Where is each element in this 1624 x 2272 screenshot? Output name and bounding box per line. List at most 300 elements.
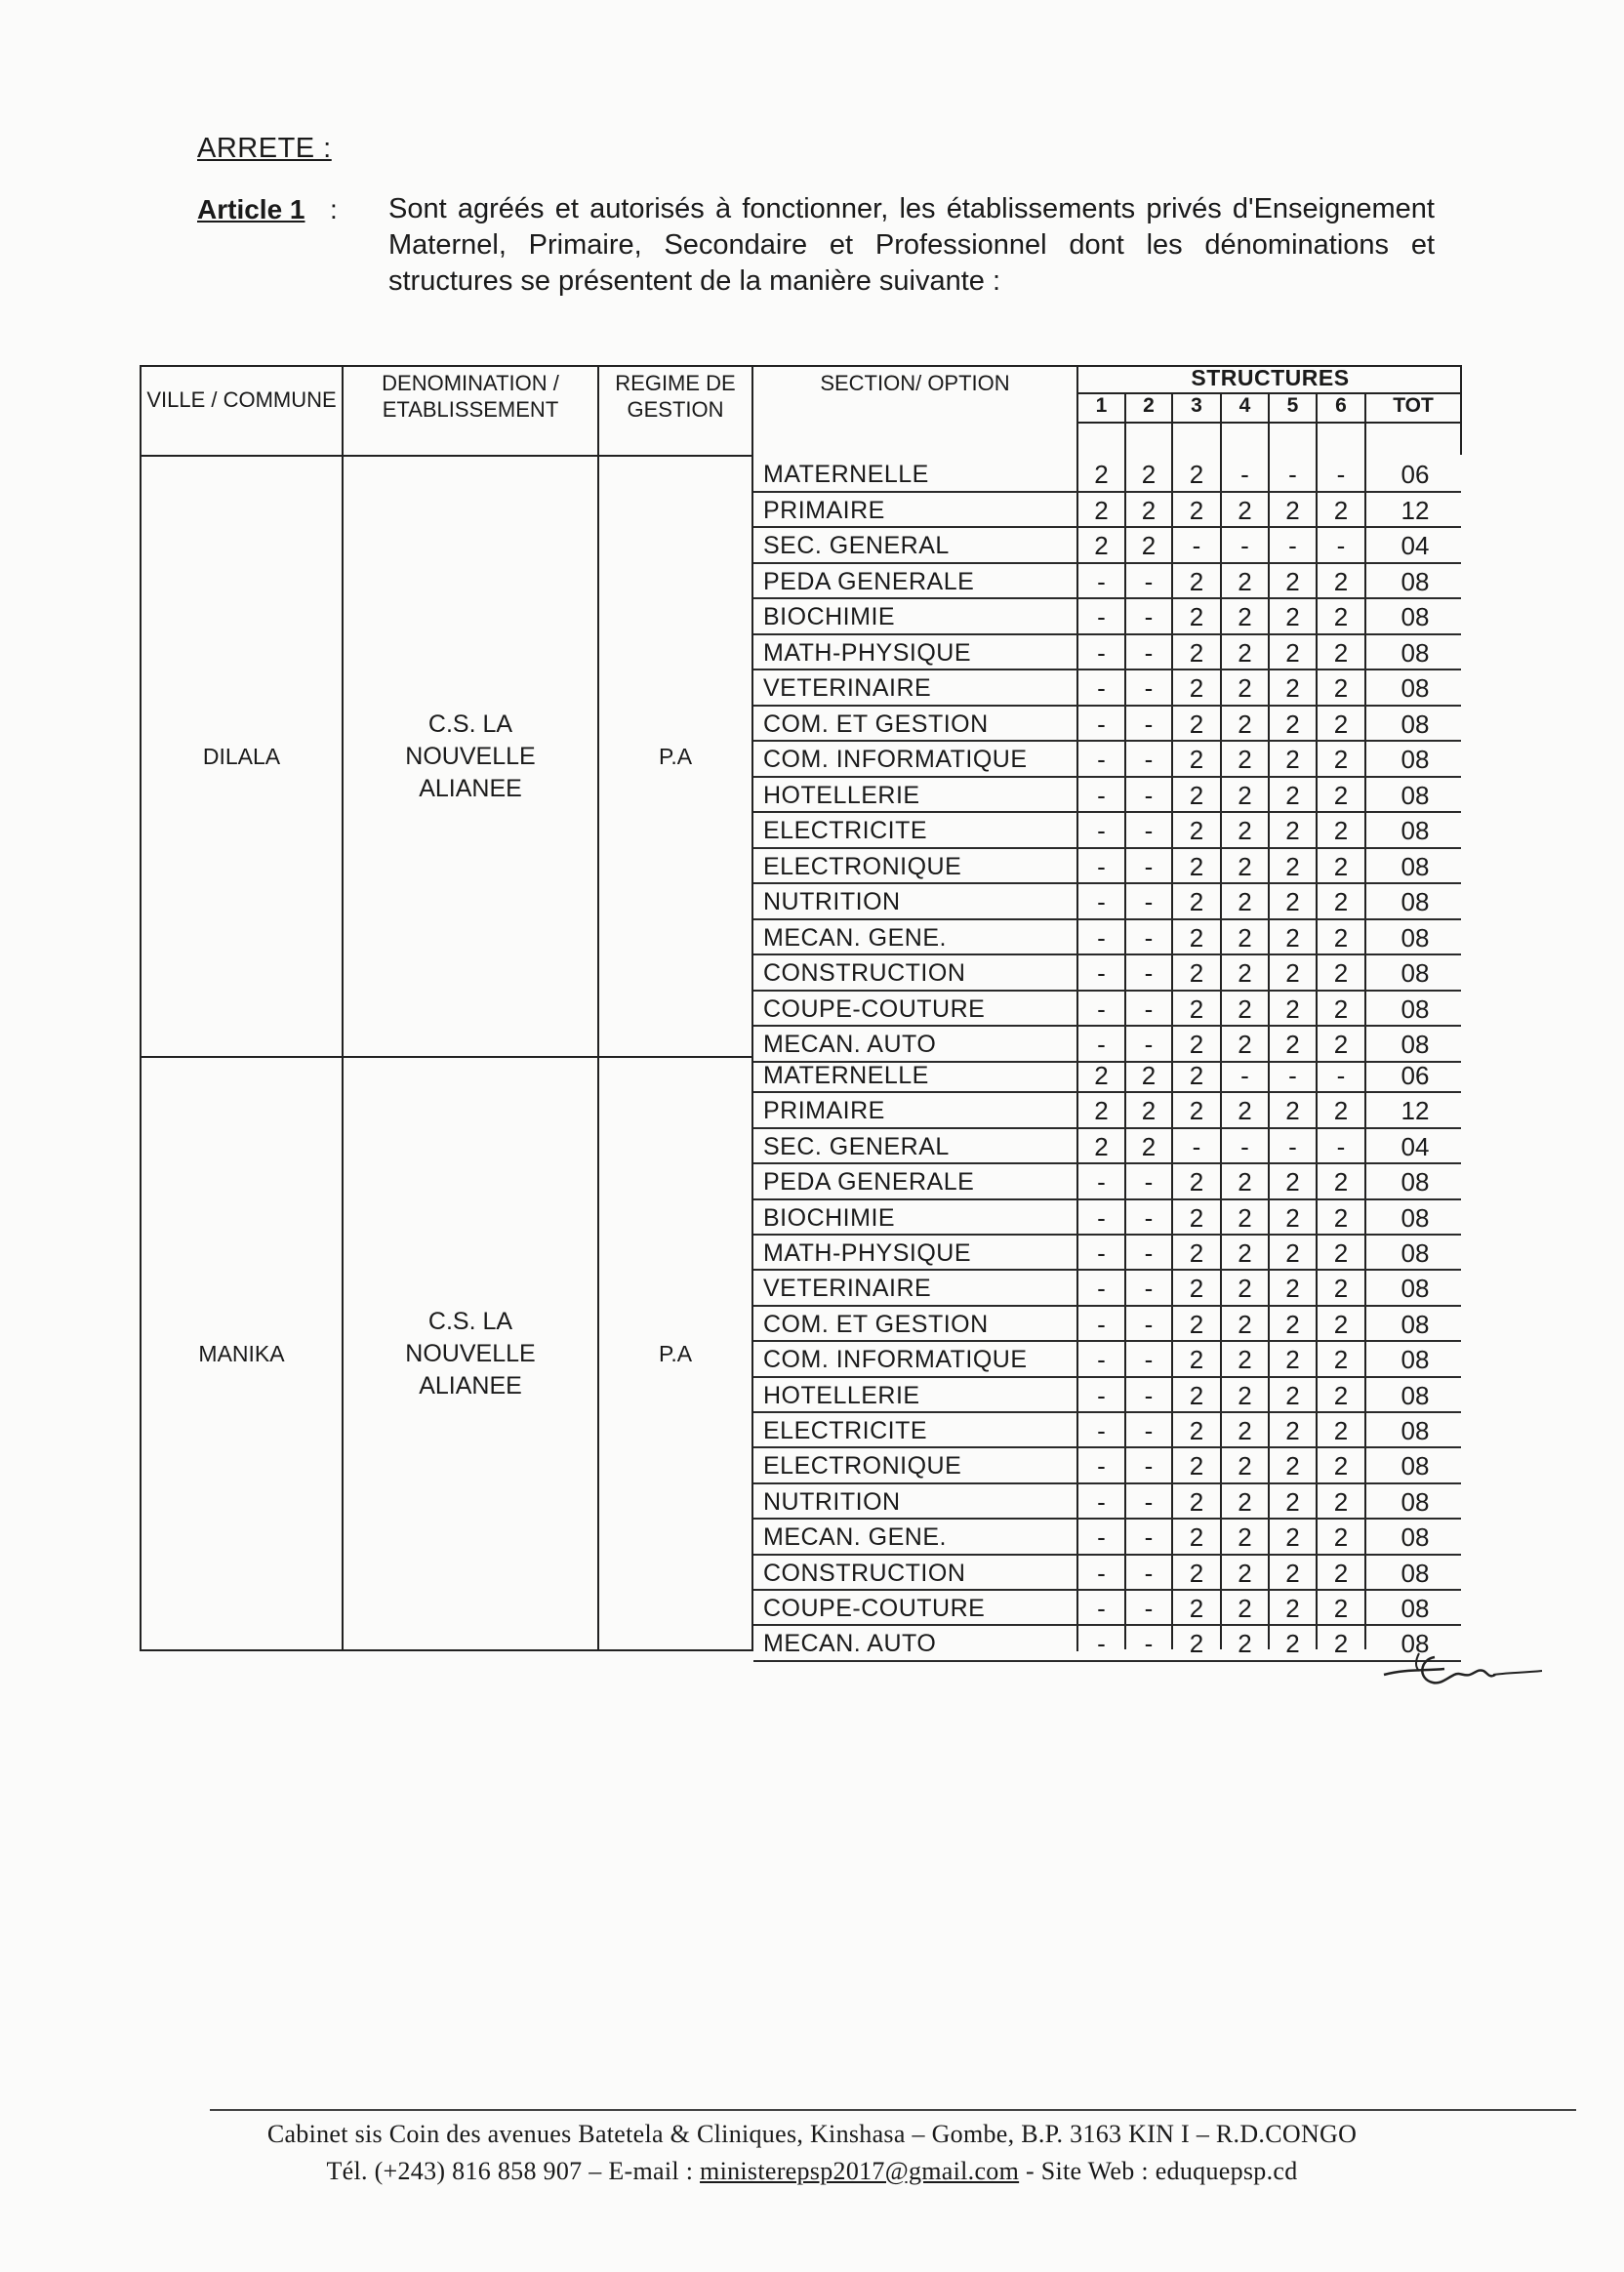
level-value-cell: 2 [1189,1451,1204,1481]
level-value-cell: 2 [1285,1416,1300,1445]
total-cell: 08 [1401,1594,1430,1623]
level-value-cell: - [1097,851,1106,881]
level-value-cell: - [1144,887,1154,916]
table-row [0,813,1624,849]
level-value-cell: 2 [1141,531,1157,560]
level-value-cell: - [1336,531,1346,560]
level-value-cell: 2 [1333,1096,1349,1126]
level-value-cell: 2 [1189,1380,1204,1410]
level-value-cell: - [1144,1274,1154,1304]
regime-cell: P.A [658,1340,693,1366]
level-value-cell: 2 [1285,1030,1300,1059]
level-value-cell: 2 [1141,495,1157,525]
level-value-cell: 2 [1094,460,1109,489]
table-row [0,1342,1624,1377]
level-value-cell: 2 [1238,566,1252,596]
total-cell: 08 [1401,1167,1430,1197]
level-value-cell: 2 [1189,602,1204,631]
level-value-cell: 2 [1238,1451,1252,1481]
level-header: 3 [1191,394,1202,417]
level-value-cell: 2 [1333,1345,1349,1375]
level-value-cell: 2 [1333,922,1349,953]
table-row [0,1200,1624,1236]
section-option-cell: PEDA GENERALE [763,567,975,595]
level-value-cell: 2 [1141,460,1157,489]
level-value-cell: - [1144,922,1154,953]
level-value-cell: 2 [1333,994,1349,1024]
section-option-cell: MECAN. AUTO [763,1630,937,1658]
level-value-cell: 2 [1285,673,1300,703]
level-value-cell: 2 [1189,1202,1204,1233]
total-cell: 08 [1401,1416,1430,1445]
table-row [0,884,1624,920]
level-value-cell: - [1144,1030,1154,1059]
level-value-cell: - [1097,1309,1106,1339]
level-value-cell: - [1097,1594,1106,1623]
level-value-cell: 2 [1189,1416,1204,1445]
table-row [0,1520,1624,1555]
level-value-cell: 2 [1285,709,1300,739]
section-option-cell: COUPE-COUTURE [763,994,986,1023]
etablissement-name: C.S. LA NOUVELLE ALIANEE [405,710,536,802]
total-cell: 08 [1401,1202,1430,1233]
level-value-cell: - [1097,1345,1106,1375]
level-value-cell: - [1144,1167,1154,1197]
section-option-cell: BIOCHIMIE [763,603,896,630]
level-value-cell: - [1240,1061,1249,1090]
level-value-cell: 2 [1333,780,1349,810]
level-value-cell: - [1192,531,1201,560]
level-value-cell: 2 [1238,1030,1252,1059]
level-value-cell: 2 [1333,495,1349,525]
level-value-cell: 2 [1333,816,1349,845]
level-value-cell: 2 [1238,1274,1252,1304]
total-cell: 08 [1401,1309,1430,1339]
level-value-cell: 2 [1189,1096,1204,1126]
level-value-cell: 2 [1189,1309,1204,1339]
level-value-cell: - [1097,1030,1106,1059]
level-value-cell: 2 [1333,1202,1349,1233]
footer-rule [210,2109,1576,2111]
level-value-cell: 2 [1333,1486,1349,1517]
level-header: 1 [1095,394,1108,417]
level-value-cell: 2 [1238,1309,1252,1339]
level-value-cell: - [1192,1131,1201,1161]
table-row [0,742,1624,778]
total-cell: 08 [1401,922,1430,953]
level-value-cell: 2 [1238,780,1252,810]
level-value-cell: 2 [1238,495,1252,525]
level-value-cell: 2 [1333,1238,1349,1268]
level-value-cell: - [1336,1061,1346,1090]
level-value-cell: 2 [1285,1345,1300,1375]
level-value-cell: 2 [1238,816,1252,845]
level-value-cell: 2 [1285,816,1300,845]
level-value-cell: 2 [1189,673,1204,703]
level-value-cell: 2 [1285,1629,1300,1659]
level-value-cell: 2 [1333,745,1349,774]
section-option-cell: MATERNELLE [763,461,929,488]
level-value-cell: - [1144,1522,1154,1553]
level-value-cell: 2 [1285,994,1300,1024]
level-value-cell: - [1144,1451,1154,1481]
article-text: Sont agréés et autorisés à fonctionner, les établissements privés d'Enseignement Maternel, Primaire, Secondaire et Professionnel dont les dénominations et structures se présentent de la manière suivante : [388,193,1435,297]
handwritten-signature-mark [1376,1640,1552,1698]
level-value-cell: 2 [1094,1131,1109,1161]
level-value-cell: - [1144,1309,1154,1339]
level-header-tot: TOT [1393,394,1434,417]
level-value-cell: 2 [1094,1096,1109,1126]
section-option-cell: MECAN. AUTO [763,1031,937,1058]
header-section-option: SECTION/ OPTION [820,371,1010,395]
level-value-cell: - [1097,1238,1106,1268]
section-option-cell: COUPE-COUTURE [763,1595,986,1622]
level-value-cell: 2 [1238,1202,1252,1233]
level-value-cell: 2 [1333,851,1349,881]
level-value-cell: - [1097,709,1106,739]
total-cell: 08 [1401,1238,1430,1268]
level-value-cell: 2 [1189,994,1204,1024]
level-value-cell: - [1144,1558,1154,1588]
level-value-cell: - [1144,958,1154,988]
table-row [0,1058,1624,1093]
ville-cell: MANIKA [198,1340,285,1366]
level-value-cell: 2 [1189,637,1204,668]
total-cell: 08 [1401,816,1430,845]
level-value-cell: 2 [1285,958,1300,988]
level-value-cell: - [1144,816,1154,845]
section-option-cell: COM. INFORMATIQUE [763,746,1028,773]
table-row [0,849,1624,885]
level-value-cell: 2 [1285,1309,1300,1339]
level-value-cell: - [1097,1380,1106,1410]
level-value-cell: 2 [1333,1629,1349,1659]
total-cell: 08 [1401,1522,1430,1553]
level-value-cell: - [1240,531,1249,560]
table-row [0,1378,1624,1413]
level-value-cell: - [1097,745,1106,774]
level-value-cell: 2 [1189,1629,1204,1659]
level-value-cell: 2 [1238,1416,1252,1445]
level-value-cell: - [1144,780,1154,810]
level-value-cell: - [1240,1131,1249,1161]
total-cell: 08 [1401,851,1430,881]
level-value-cell: - [1144,673,1154,703]
level-value-cell: 2 [1189,745,1204,774]
level-value-cell: 2 [1189,709,1204,739]
level-header: 6 [1335,394,1347,417]
level-value-cell: 2 [1238,1096,1252,1126]
table-row [0,1236,1624,1271]
table-row [0,528,1624,564]
level-value-cell: 2 [1189,460,1204,489]
level-value-cell: 2 [1189,1238,1204,1268]
section-option-cell: ELECTRICITE [763,1417,928,1444]
level-value-cell: 2 [1285,851,1300,881]
section-option-cell: BIOCHIMIE [763,1203,896,1232]
table-row [0,778,1624,814]
level-value-cell: - [1288,531,1297,560]
total-cell: 08 [1401,1030,1430,1059]
level-value-cell: 2 [1189,1274,1204,1304]
level-value-cell: 2 [1238,994,1252,1024]
level-value-cell: - [1288,1061,1297,1090]
level-value-cell: 2 [1238,1380,1252,1410]
section-option-cell: COM. INFORMATIQUE [763,1346,1028,1374]
section-option-cell: ELECTRONIQUE [763,1452,962,1481]
header-ville-commune: VILLE / COMMUNE [146,387,337,412]
level-value-cell: 2 [1189,1486,1204,1517]
level-value-cell: - [1144,851,1154,881]
article-colon: : [330,194,338,224]
level-value-cell: 2 [1285,602,1300,631]
level-value-cell: 2 [1333,1274,1349,1304]
level-value-cell: 2 [1333,1380,1349,1410]
level-value-cell: 2 [1238,1167,1252,1197]
level-value-cell: 2 [1285,1558,1300,1588]
total-cell: 08 [1401,1345,1430,1375]
total-cell: 08 [1401,637,1430,668]
total-cell: 12 [1401,1096,1430,1126]
total-cell: 08 [1401,709,1430,739]
section-option-cell: NUTRITION [763,1487,901,1516]
level-value-cell: 2 [1238,851,1252,881]
table-row [0,457,1624,493]
level-value-cell: 2 [1238,1238,1252,1268]
level-value-cell: 2 [1189,566,1204,596]
level-header: 2 [1143,394,1155,417]
level-value-cell: 2 [1333,1309,1349,1339]
section-option-cell: COM. ET GESTION [763,710,989,738]
table-row [0,1556,1624,1591]
table-row [0,1164,1624,1199]
level-value-cell: 2 [1189,1558,1204,1588]
level-value-cell: 2 [1333,709,1349,739]
level-value-cell: 2 [1285,566,1300,596]
level-value-cell: 2 [1285,1202,1300,1233]
level-value-cell: - [1097,1202,1106,1233]
level-value-cell: - [1097,922,1106,953]
row-divider [753,1660,1461,1662]
level-value-cell: 2 [1189,958,1204,988]
level-value-cell: 2 [1333,1451,1349,1481]
level-value-cell: - [1144,709,1154,739]
header-structures: STRUCTURES [1191,365,1350,390]
level-value-cell: - [1336,460,1346,489]
level-value-cell: - [1144,1380,1154,1410]
level-value-cell: 2 [1238,958,1252,988]
level-value-cell: 2 [1238,1558,1252,1588]
level-value-cell: 2 [1238,887,1252,916]
table-row [0,1271,1624,1306]
level-value-cell: - [1097,637,1106,668]
level-value-cell: 2 [1333,958,1349,988]
regime-cell: P.A [658,743,693,769]
table-row [0,920,1624,956]
level-value-cell: 2 [1189,851,1204,881]
level-value-cell: - [1097,816,1106,845]
level-value-cell: 2 [1285,745,1300,774]
level-value-cell: - [1097,994,1106,1024]
level-value-cell: - [1144,1594,1154,1623]
level-value-cell: - [1097,958,1106,988]
level-value-cell: - [1288,1131,1297,1161]
level-value-cell: 2 [1238,745,1252,774]
total-cell: 08 [1401,1380,1430,1410]
section-option-cell: VETERINAIRE [763,674,932,702]
level-header: 5 [1286,394,1299,417]
section-option-cell: ELECTRICITE [763,817,928,844]
level-value-cell: - [1144,1416,1154,1445]
total-cell: 08 [1401,673,1430,703]
table-row [0,493,1624,529]
level-header: 4 [1238,394,1251,417]
level-value-cell: 2 [1285,1522,1300,1553]
total-cell: 08 [1401,994,1430,1024]
table-row [0,564,1624,600]
arrete-heading: ARRETE : [197,133,332,164]
section-option-cell: PRIMAIRE [763,496,885,524]
level-value-cell: 2 [1285,1486,1300,1517]
level-value-cell: 2 [1238,673,1252,703]
level-value-cell: - [1097,673,1106,703]
table-row [0,1484,1624,1520]
level-value-cell: 2 [1285,887,1300,916]
section-option-cell: PEDA GENERALE [763,1168,975,1197]
total-cell: 08 [1401,958,1430,988]
total-cell: 08 [1401,1451,1430,1481]
level-value-cell: 2 [1333,637,1349,668]
level-value-cell: 2 [1189,922,1204,953]
total-cell: 04 [1401,1131,1430,1161]
level-value-cell: - [1144,1486,1154,1517]
level-value-cell: 2 [1189,887,1204,916]
level-value-cell: 2 [1238,602,1252,631]
section-option-cell: MECAN. GENE. [763,923,947,952]
section-option-cell: PRIMAIRE [763,1097,885,1125]
footer-phone: Tél. (+243) 816 858 907 – E-mail : [326,2157,701,2185]
level-value-cell: - [1288,460,1297,489]
level-value-cell: 2 [1333,887,1349,916]
level-value-cell: - [1097,1522,1106,1553]
table-row [0,635,1624,671]
level-value-cell: - [1144,994,1154,1024]
total-cell: 08 [1401,887,1430,916]
level-value-cell: - [1144,1238,1154,1268]
level-value-cell: 2 [1094,1061,1109,1090]
table-row [0,1307,1624,1342]
level-value-cell: - [1097,1167,1106,1197]
table-row [0,1129,1624,1164]
level-value-cell: 2 [1333,1558,1349,1588]
section-option-cell: COM. ET GESTION [763,1310,989,1338]
level-value-cell: 2 [1333,1167,1349,1197]
level-value-cell: 2 [1189,1594,1204,1623]
level-value-cell: 2 [1189,1345,1204,1375]
level-value-cell: 2 [1285,637,1300,668]
level-value-cell: 2 [1189,1167,1204,1197]
level-value-cell: 2 [1285,1167,1300,1197]
level-value-cell: 2 [1285,495,1300,525]
level-value-cell: 2 [1285,1594,1300,1623]
level-value-cell: 2 [1189,780,1204,810]
total-cell: 08 [1401,1629,1430,1659]
level-value-cell: - [1144,602,1154,631]
level-value-cell: - [1097,602,1106,631]
level-value-cell: - [1097,1629,1106,1659]
level-value-cell: 2 [1141,1131,1157,1161]
footer-address: Cabinet sis Coin des avenues Batetela & Cliniques, Kinshasa – Gombe, B.P. 3163 KIN I – R.D.CONGO [266,2120,1358,2148]
etablissement-name: C.S. LA NOUVELLE ALIANEE [405,1307,536,1400]
total-cell: 08 [1401,566,1430,596]
table-row [0,955,1624,992]
level-value-cell: - [1144,745,1154,774]
section-option-cell: CONSTRUCTION [763,1559,966,1587]
level-value-cell: - [1144,1629,1154,1659]
section-option-cell: SEC. GENERAL [763,532,950,559]
section-option-cell: SEC. GENERAL [763,1132,950,1160]
level-value-cell: - [1097,1451,1106,1481]
level-value-cell: 2 [1189,1030,1204,1059]
level-value-cell: 2 [1189,816,1204,845]
level-value-cell: 2 [1333,673,1349,703]
level-value-cell: 2 [1285,1274,1300,1304]
level-value-cell: 2 [1189,1061,1204,1090]
total-cell: 12 [1401,495,1430,525]
level-value-cell: 2 [1285,1451,1300,1481]
section-option-cell: HOTELLERIE [763,1381,920,1409]
level-value-cell: 2 [1238,922,1252,953]
ville-cell: DILALA [202,743,281,769]
table-row [0,707,1624,743]
level-value-cell: 2 [1238,1522,1252,1553]
level-value-cell: - [1097,887,1106,916]
level-value-cell: 2 [1094,495,1109,525]
level-value-cell: 2 [1141,1096,1157,1126]
section-option-cell: CONSTRUCTION [763,959,966,987]
footer-website: - Site Web : eduquepsp.cd [1019,2157,1298,2185]
footer-contact [0,2157,1624,2186]
article-label: Article 1 [197,194,305,224]
level-value-cell: - [1097,1274,1106,1304]
level-value-cell: 2 [1333,1522,1349,1553]
level-value-cell: 2 [1238,1486,1252,1517]
total-cell: 06 [1401,1061,1430,1090]
total-cell: 08 [1401,745,1430,774]
table-row [0,599,1624,635]
header-regime: REGIME DE GESTION [615,371,736,422]
section-option-cell: HOTELLERIE [763,781,920,809]
footer-email-link[interactable]: ministerepsp2017@gmail.com [700,2157,1020,2185]
table-row [0,1591,1624,1626]
level-value-cell: 2 [1285,1238,1300,1268]
level-value-cell: 2 [1285,1096,1300,1126]
level-value-cell: - [1097,566,1106,596]
section-option-cell: VETERINAIRE [763,1275,932,1303]
total-cell: 06 [1401,460,1430,489]
header-denomination: DENOMINATION / ETABLISSEMENT [382,371,559,422]
level-value-cell: - [1144,566,1154,596]
table-row [0,670,1624,707]
section-option-cell: NUTRITION [763,888,901,915]
total-cell: 08 [1401,1274,1430,1304]
section-option-cell: ELECTRONIQUE [763,852,962,880]
level-value-cell: 2 [1141,1061,1157,1090]
table-row [0,1448,1624,1483]
level-value-cell: 2 [1333,1030,1349,1059]
table-row [0,992,1624,1028]
level-value-cell: 2 [1285,780,1300,810]
